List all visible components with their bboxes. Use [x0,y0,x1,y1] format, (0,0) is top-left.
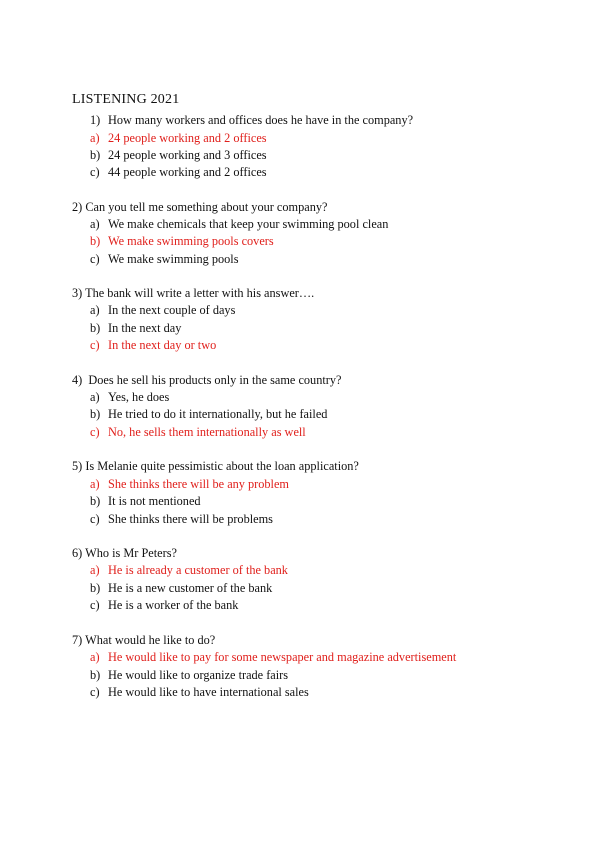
option-marker: a) [90,477,100,491]
option-marker: a) [90,217,100,231]
option-text: We make swimming pools covers [108,234,274,248]
option-text: 44 people working and 2 offices [108,165,267,179]
option-marker: c) [90,425,100,439]
option-marker: c) [90,165,100,179]
answer-option [90,476,289,492]
option-text: He tried to do it internationally, but he failed [108,407,328,421]
question-text: Is Melanie quite pessimistic about the loan application? [85,459,359,473]
option-text: He is a new customer of the bank [108,581,273,595]
option-marker: a) [90,390,100,404]
option-text: 24 people working and 2 offices [108,131,267,145]
option-marker: b) [90,407,101,421]
option-text: She thinks there will be problems [108,512,273,526]
page-title: LISTENING 2021 [72,92,180,107]
answer-option [90,130,267,146]
answer-option [90,389,169,405]
option-text: No, he sells them internationally as well [108,425,306,439]
answer-option [90,233,274,249]
answer-option [90,667,288,683]
option-marker: b) [90,581,101,595]
question-5 [72,458,359,474]
option-marker: a) [90,303,100,317]
option-text: He would like to organize trade fairs [108,668,289,682]
option-marker: a) [90,131,100,145]
answer-option [90,320,181,336]
question-number: 3) [72,286,83,300]
option-marker: a) [90,563,100,577]
answer-option [90,164,267,180]
question-number: 1) [90,113,101,127]
answer-option [90,302,235,318]
question-text: Who is Mr Peters? [85,546,177,560]
option-marker: b) [90,668,101,682]
question-number: 2) [72,200,83,214]
option-marker: c) [90,338,100,352]
answer-option [90,406,327,422]
option-text: He is already a customer of the bank [108,563,288,577]
answer-option [90,684,309,700]
question-6 [72,545,177,561]
option-text: In the next day or two [108,338,217,352]
question-3 [72,285,314,301]
option-text: It is not mentioned [108,494,201,508]
option-text: In the next day [108,321,182,335]
answer-option [90,337,216,353]
answer-option [90,147,267,163]
question-1 [90,112,413,128]
option-text: In the next couple of days [108,303,236,317]
question-number: 4) [72,373,83,387]
question-7 [72,632,215,648]
question-number: 5) [72,459,83,473]
question-text: The bank will write a letter with his answer…. [85,286,315,300]
option-marker: b) [90,494,101,508]
question-text: Can you tell me something about your company? [85,200,328,214]
answer-option [90,562,288,578]
question-number: 7) [72,633,83,647]
answer-option [90,511,273,527]
option-text: We make chemicals that keep your swimming pool clean [108,217,389,231]
option-marker: c) [90,685,100,699]
option-marker: c) [90,512,100,526]
answer-option [90,580,272,596]
option-marker: c) [90,252,100,266]
option-text: He would like to have international sales [108,685,309,699]
option-marker: a) [90,650,100,664]
option-text: We make swimming pools [108,252,239,266]
answer-option [90,597,238,613]
answer-option [90,216,388,232]
option-marker: c) [90,598,100,612]
question-4 [72,372,341,388]
option-marker: b) [90,148,101,162]
answer-option [90,424,306,440]
answer-option [90,649,456,665]
option-text: 24 people working and 3 offices [108,148,267,162]
answer-option [90,493,201,509]
question-number: 6) [72,546,83,560]
question-text: Does he sell his products only in the same country? [88,373,342,387]
option-marker: b) [90,321,101,335]
question-text: How many workers and offices does he have in the company? [108,113,414,127]
option-text: He is a worker of the bank [108,598,239,612]
option-marker: b) [90,234,101,248]
question-text: What would he like to do? [85,633,216,647]
option-text: He would like to pay for some newspaper and magazine advertisement [108,650,457,664]
option-text: Yes, he does [108,390,170,404]
question-2 [72,199,327,215]
answer-option [90,251,239,267]
option-text: She thinks there will be any problem [108,477,290,491]
